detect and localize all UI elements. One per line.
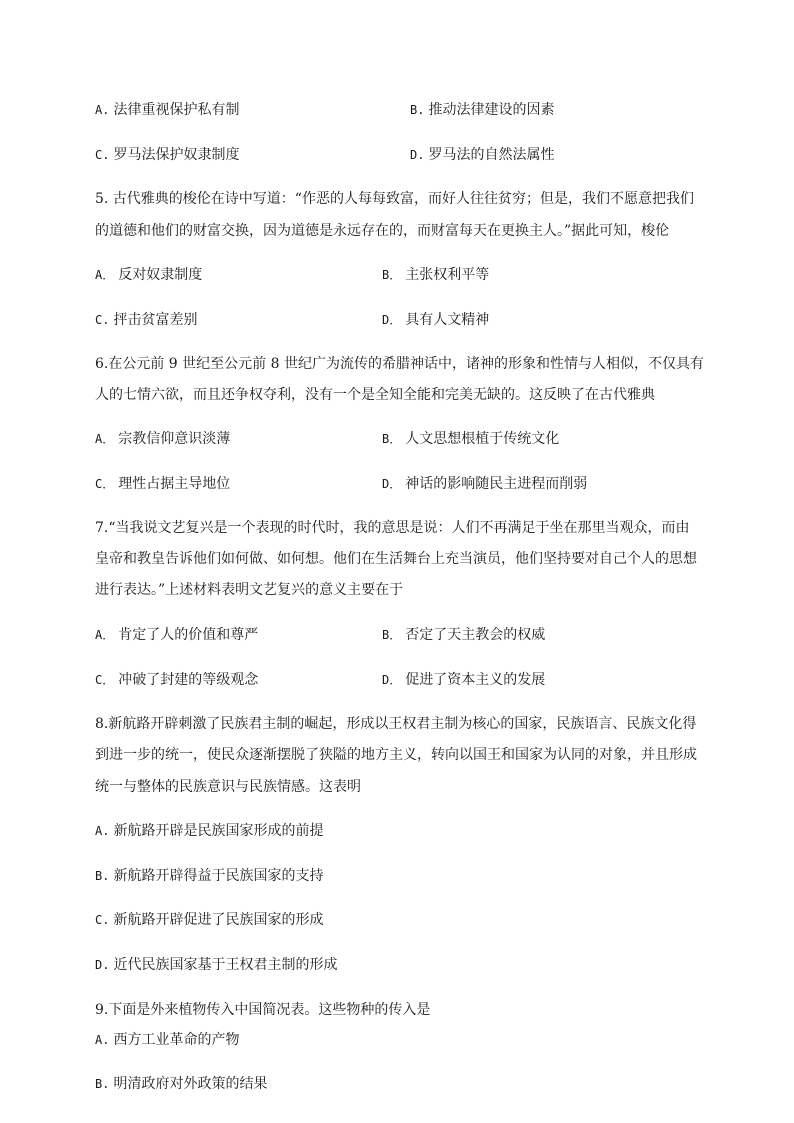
q7-stem-line-3: 进行表达。”上述材料表明文艺复兴的意义主要在于 bbox=[95, 582, 404, 598]
q7-option-c bbox=[95, 671, 258, 689]
option-letter: B. bbox=[410, 103, 425, 117]
option-letter: D． bbox=[382, 313, 402, 327]
option-text: 新航路开辟是民族国家形成的前提 bbox=[113, 823, 324, 839]
option-text: 法律重视保护私有制 bbox=[113, 102, 240, 118]
option-letter: C． bbox=[95, 477, 115, 491]
option-text: 理性占据主导地位 bbox=[118, 476, 231, 492]
option-letter: B． bbox=[382, 628, 402, 642]
option-letter: D． bbox=[382, 477, 402, 491]
option-text: 反对奴隶制度 bbox=[118, 267, 203, 283]
option-text: 促进了资本主义的发展 bbox=[405, 672, 546, 688]
option-text: 推动法律建设的因素 bbox=[428, 102, 555, 118]
q7-option-a bbox=[95, 626, 258, 644]
option-letter: C. bbox=[95, 148, 110, 162]
option-text: 近代民族国家基于王权君主制的形成 bbox=[113, 957, 338, 973]
q9-stem-line-1: 9.下面是外来植物传入中国简况表。这些物种的传入是 bbox=[95, 1002, 431, 1018]
q8-option-a bbox=[95, 822, 323, 840]
option-letter: A． bbox=[95, 628, 115, 642]
q7-option-d bbox=[382, 671, 545, 689]
option-letter: B． bbox=[382, 268, 402, 282]
q9-option-a bbox=[95, 1031, 239, 1049]
q6-stem-line-2: 人的七情六欲，而且还争权夺利，没有一个是全知全能和完美无缺的。这反映了在古代雅典 bbox=[95, 387, 655, 403]
q4-option-b bbox=[410, 101, 554, 119]
option-letter: A. bbox=[95, 824, 110, 838]
option-letter: A. bbox=[95, 103, 110, 117]
q8-option-b bbox=[95, 867, 323, 885]
option-text: 具有人文精神 bbox=[405, 312, 490, 328]
option-text: 主张权利平等 bbox=[405, 267, 490, 283]
q7-stem-line-1: 7.“当我说文艺复兴是一个表现的时代时，我的意思是说：人们不再满足于坐在那里当观众，而由 bbox=[95, 520, 690, 536]
option-letter: A． bbox=[95, 268, 115, 282]
option-text: 新航路开辟得益于民族国家的支持 bbox=[113, 868, 324, 884]
option-text: 西方工业革命的产物 bbox=[113, 1032, 240, 1048]
q6-option-b bbox=[382, 430, 559, 448]
q4-option-a bbox=[95, 101, 239, 119]
option-letter: B． bbox=[382, 432, 402, 446]
option-letter: D. bbox=[410, 148, 425, 162]
option-text: 人文思想根植于传统文化 bbox=[405, 431, 560, 447]
q5-option-c bbox=[95, 311, 197, 329]
option-letter: D． bbox=[382, 673, 402, 687]
q4-option-c bbox=[95, 146, 239, 164]
option-letter: C. bbox=[95, 913, 110, 927]
q6-stem-line-1: 6.在公元前 9 世纪至公元前 8 世纪广为流传的希腊神话中，诸神的形象和性情与人相似，不仅具有 bbox=[95, 356, 704, 372]
q9-option-b bbox=[95, 1075, 267, 1093]
option-letter: C. bbox=[95, 313, 110, 327]
option-text: 神话的影响随民主进程而削弱 bbox=[405, 476, 588, 492]
q8-stem-line-3: 统一与整体的民族意识与民族情感。这表明 bbox=[95, 779, 361, 795]
q5-stem-line-2: 的道德和他们的财富交换，因为道德是永远存在的，而财富每天在更换主人。”据此可知，梭伦 bbox=[95, 223, 670, 239]
option-text: 罗马法保护奴隶制度 bbox=[113, 147, 240, 163]
option-letter: A. bbox=[95, 1033, 110, 1047]
option-text: 明清政府对外政策的结果 bbox=[113, 1076, 268, 1092]
q8-option-c bbox=[95, 911, 323, 929]
q8-stem-line-1: 8.新航路开辟刺激了民族君主制的崛起，形成以王权君主制为核心的国家，民族语言、民族文化得 bbox=[95, 716, 697, 732]
q8-option-d bbox=[95, 956, 337, 974]
q6-option-a bbox=[95, 430, 230, 448]
option-text: 冲破了封建的等级观念 bbox=[118, 672, 259, 688]
option-letter: D. bbox=[95, 958, 110, 972]
q6-option-c bbox=[95, 475, 230, 493]
q5-stem-line-1: 5. 古代雅典的梭伦在诗中写道：“作恶的人每每致富，而好人往往贫穷；但是，我们不愿意把我们 bbox=[95, 191, 694, 207]
q7-stem-line-2: 皇帝和教皇告诉他们如何做、如何想。他们在生活舞台上充当演员，他们坚持要对自己个人的思想 bbox=[95, 551, 697, 567]
q5-option-a bbox=[95, 266, 202, 284]
q7-option-b bbox=[382, 626, 545, 644]
q6-option-d bbox=[382, 475, 587, 493]
q8-stem-line-2: 到进一步的统一，使民众逐渐摆脱了狭隘的地方主义，转向以国王和国家为认同的对象，并且形成 bbox=[95, 747, 697, 763]
option-text: 抨击贫富差别 bbox=[113, 312, 198, 328]
option-text: 否定了天主教会的权威 bbox=[405, 627, 546, 643]
q5-option-b bbox=[382, 266, 489, 284]
option-text: 宗教信仰意识淡薄 bbox=[118, 431, 231, 447]
option-text: 肯定了人的价值和尊严 bbox=[118, 627, 259, 643]
q5-option-d bbox=[382, 311, 489, 329]
option-letter: A． bbox=[95, 432, 115, 446]
option-text: 新航路开辟促进了民族国家的形成 bbox=[113, 912, 324, 928]
option-letter: C． bbox=[95, 673, 115, 687]
option-text: 罗马法的自然法属性 bbox=[428, 147, 555, 163]
option-letter: B. bbox=[95, 869, 110, 883]
option-letter: B. bbox=[95, 1077, 110, 1091]
q4-option-d bbox=[410, 146, 554, 164]
